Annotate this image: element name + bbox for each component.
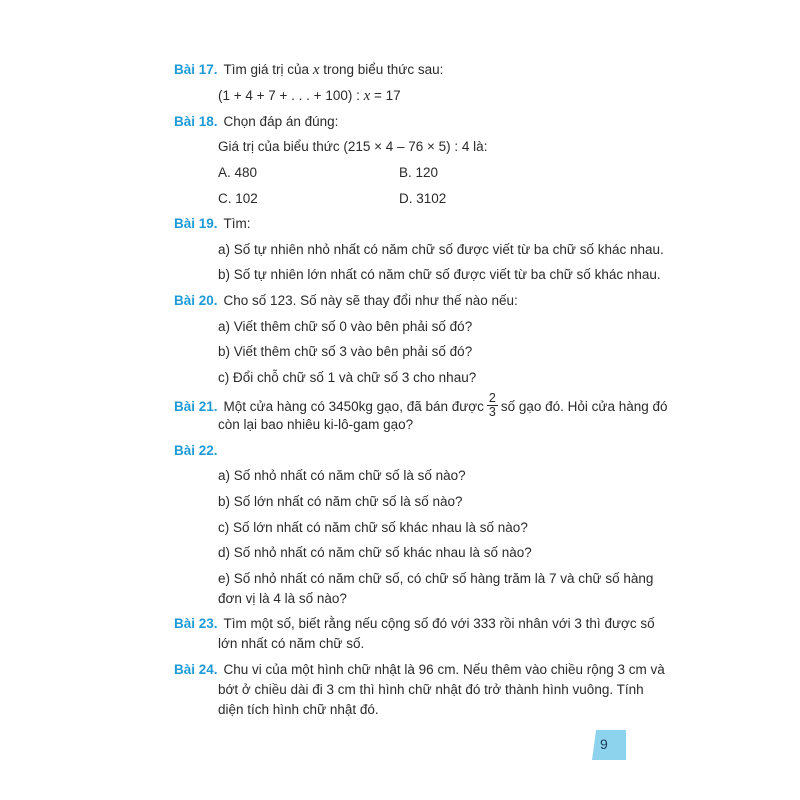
exercise-number: Bài 19.	[174, 216, 218, 231]
option-b: B. 120	[399, 165, 439, 180]
exercise-19: Bài 19. Tìm:	[174, 216, 251, 231]
exercise-number: Bài 20.	[174, 293, 218, 308]
exercise-24-line3: diện tích hình chữ nhật đó.	[218, 702, 379, 717]
exercise-23: Bài 23. Tìm một số, biết rằng nếu cộng số đó với 333 rồi nhân với 3 thì được số	[174, 616, 655, 631]
exercise-17-expression: (1 + 4 + 7 + . . . + 100) : x = 17	[218, 88, 401, 104]
exercise-17: Bài 17. Tìm giá trị của x trong biểu thức sau:	[174, 62, 444, 78]
exercise-22-d: d) Số nhỏ nhất có năm chữ số khác nhau là số nào?	[218, 545, 532, 560]
exercise-24-line2: bớt ở chiều dài đi 3 cm thì hình chữ nhật đó trở thành hình vuông. Tính	[218, 682, 644, 697]
exercise-22-e-cont: đơn vị là 4 là số nào?	[218, 591, 347, 606]
exercise-23-line2: lớn nhất có năm chữ số.	[218, 636, 365, 651]
option-d: D. 3102	[399, 191, 447, 206]
exercise-19-b: b) Số tự nhiên lớn nhất có năm chữ số được viết từ ba chữ số khác nhau.	[218, 267, 661, 282]
exercise-22	[174, 441, 224, 460]
exercise-18: Bài 18. Chọn đáp án đúng:	[174, 114, 339, 129]
variable-x: x	[312, 62, 320, 78]
fraction-two-thirds: $\frac{2}{3}$	[488, 391, 496, 419]
exercise-number: Bài 23.	[174, 616, 218, 631]
exercise-21-line2: còn lại bao nhiêu ki-lô-gam gạo?	[218, 417, 414, 432]
exercise-number: Bài 18.	[174, 114, 218, 129]
exercise-number: Bài 21.	[174, 399, 218, 415]
option-c: C. 102	[218, 191, 258, 206]
exercise-20: Bài 20. Cho số 123. Số này sẽ thay đổi như thế nào nếu:	[174, 293, 518, 308]
exercise-22-e: e) Số nhỏ nhất có năm chữ số, có chữ số hàng trăm là 7 và chữ số hàng	[218, 571, 654, 586]
exercise-19-a: a) Số tự nhiên nhỏ nhất có năm chữ số được viết từ ba chữ số khác nhau.	[218, 242, 664, 257]
variable-x: x	[363, 88, 371, 104]
exercise-24: Bài 24. Chu vi của một hình chữ nhật là 96 cm. Nếu thêm vào chiều rộng 3 cm và	[174, 662, 665, 677]
exercise-20-c: c) Đổi chỗ chữ số 1 và chữ số 3 cho nhau?	[218, 370, 477, 385]
exercise-20-a: a) Viết thêm chữ số 0 vào bên phải số đó?	[218, 319, 473, 334]
exercise-number: Bài 17.	[174, 62, 218, 77]
exercise-18-question: Giá trị của biểu thức (215 × 4 – 76 × 5) : 4 là:	[218, 139, 488, 154]
exercise-number: Bài 24.	[174, 662, 218, 677]
page-number: 9	[600, 736, 608, 752]
exercise-22-b: b) Số lớn nhất có năm chữ số là số nào?	[218, 494, 463, 509]
option-a: A. 480	[218, 165, 258, 180]
exercise-21: Bài 21. Một cửa hàng có 3450kg gạo, đã bán được $\frac{2}{3}$ số gạo đó. Hỏi cửa hàng đó	[174, 391, 668, 419]
exercise-number: Bài 22.	[174, 443, 218, 458]
exercise-20-b: b) Viết thêm chữ số 3 vào bên phải số đó?	[218, 344, 473, 359]
exercise-22-a: a) Số nhỏ nhất có năm chữ số là số nào?	[218, 468, 466, 483]
page-number-badge	[592, 730, 626, 760]
exercise-22-c: c) Số lớn nhất có năm chữ số khác nhau là số nào?	[218, 520, 528, 535]
